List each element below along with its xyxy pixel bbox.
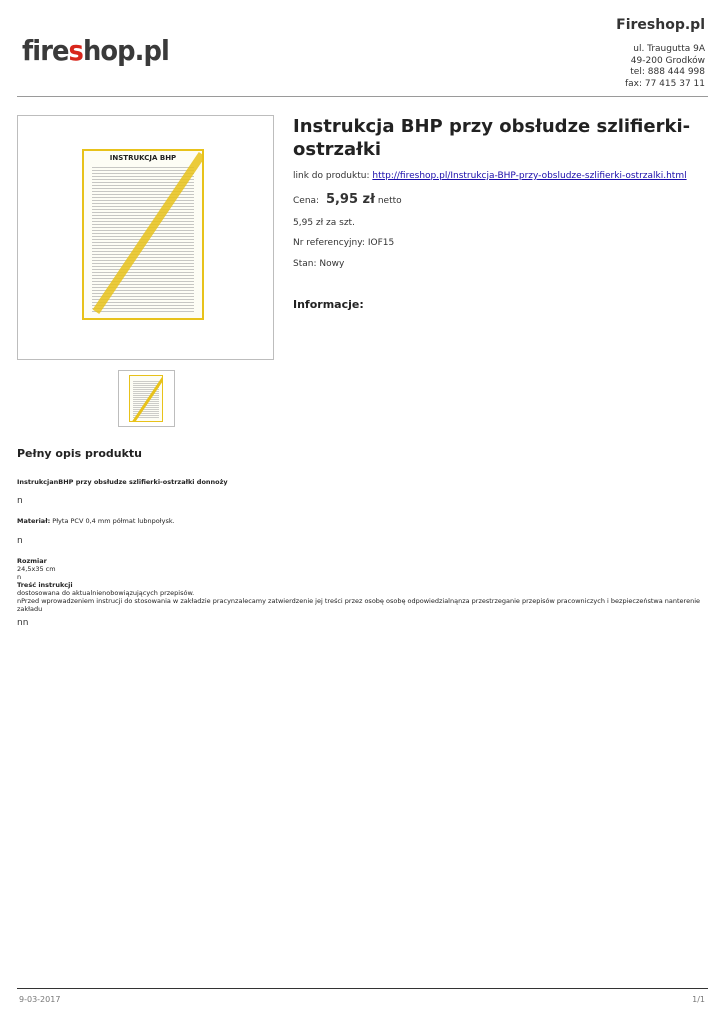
state-label: Stan: [293, 259, 317, 269]
address-city: 49-200 Grodków [630, 55, 705, 66]
shop-address [625, 44, 705, 90]
description-stray-n-2: n [17, 536, 23, 546]
content-line-1: dostosowana do aktualnienobowiązujących przepisów. [17, 589, 195, 597]
logo-text-s: s [68, 34, 83, 67]
content-line-2: nPrzed wprowadzeniem instrucji do stosowania w zakładzie pracynzalecamy zatwierdzenie jej treści przez osobę osobę odpowiedzialnąnza przestrzeganie przepisów pracowniczych i bezpieczeństwa nanterenie zakładu [17, 597, 701, 613]
material-value: Płyta PCV 0,4 mm półmat lubnpołysk. [52, 517, 175, 525]
logo-text-hop: hop.pl [82, 34, 169, 67]
reference-value: IOF15 [367, 238, 395, 248]
full-description-heading: Pełny opis produktu [17, 447, 142, 460]
content-label: Treść instrukcji [17, 581, 73, 589]
size-value: 24,5x35 cm [17, 565, 56, 573]
product-main-image[interactable] [17, 115, 274, 360]
fireshop-logo[interactable] [22, 34, 169, 67]
sign-title: INSTRUKCJA BHP [109, 154, 177, 162]
footer-page-number: 1/1 [692, 995, 705, 1004]
header-divider [17, 96, 708, 97]
description-stray-n-1: n [17, 496, 23, 506]
size-label: Rozmiar [17, 557, 47, 565]
instruction-sign-image [82, 149, 204, 320]
material-label: Materiał: [17, 517, 51, 525]
shop-name: Fireshop.pl [616, 17, 705, 33]
footer-divider [17, 988, 708, 989]
reference-row [293, 238, 394, 248]
description-title: InstrukcjanBHP przy obsłudze szlifierki-ostrzałki donnoży [17, 478, 228, 486]
unit-price: 5,95 zł za szt. [293, 218, 355, 228]
price-suffix: netto [377, 196, 402, 206]
description-details [17, 557, 717, 613]
address-fax: fax: 77 415 37 11 [624, 78, 705, 89]
logo-text-fire: fire [22, 34, 69, 67]
price-row [293, 192, 402, 207]
product-title: Instrukcja BHP przy obsłudze szlifierki-ostrzałki [293, 116, 691, 160]
product-thumbnail[interactable] [118, 370, 175, 427]
info-heading: Informacje: [293, 298, 364, 311]
address-street: ul. Traugutta 9A [633, 44, 705, 54]
thumbnail-sign-image [129, 375, 163, 422]
product-link-label: link do produktu: [293, 171, 370, 181]
product-link-row [293, 171, 687, 181]
product-link[interactable]: http://fireshop.pl/Instrukcja-BHP-przy-obsludze-szlifierki-ostrzalki.html [372, 171, 687, 181]
price-label: Cena: [293, 196, 320, 206]
material-line [17, 517, 175, 525]
state-row [293, 259, 344, 269]
address-phone: tel: 888 444 998 [630, 67, 705, 77]
price-value: 5,95 zł [325, 192, 375, 207]
reference-label: Nr referencyjny: [293, 238, 365, 248]
description-stray-nn: nn [17, 618, 29, 628]
state-value: Nowy [319, 259, 345, 269]
footer-date: 9-03-2017 [19, 995, 61, 1004]
description-stray-n-3: n [17, 573, 22, 581]
